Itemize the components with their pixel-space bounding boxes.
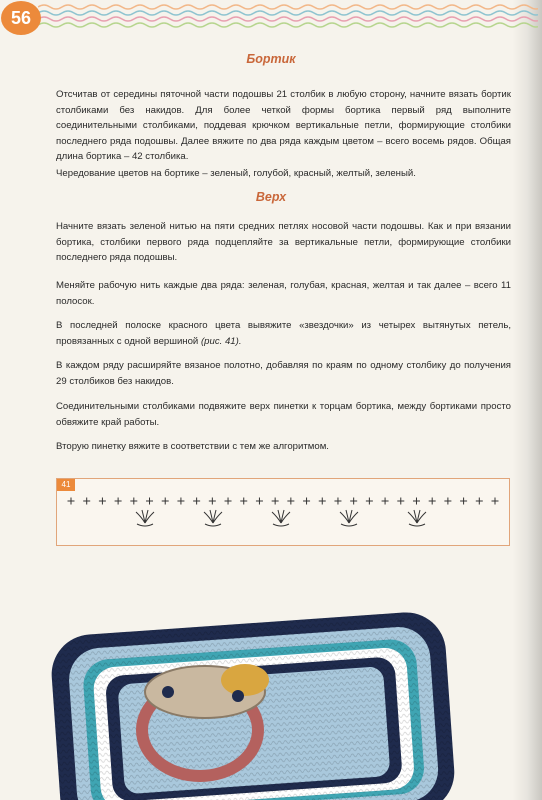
stitch-mark [382,498,389,505]
stitch-mark [492,498,499,505]
diagram-label: 41 [57,479,75,491]
stitch-mark [193,498,200,505]
crochet-pad-photo [0,600,542,800]
paragraph-verh-3 [56,318,511,349]
stitch-mark [209,498,216,505]
stitch-mark [240,498,247,505]
section-heading-bortik: Бортик [246,52,296,66]
stitch-mark [130,498,137,505]
stitch-mark [256,498,263,505]
stitch-mark [146,498,153,505]
paragraph-verh-3-text: В последней полоске красного цвета вывяжите «звездочки» из четырех вытянутых петель, провязанных с одной вершиной [56,320,511,347]
stitch-mark [303,498,310,505]
paragraph-bortik-1: Отсчитав от середины пяточной части подошвы 21 столбик в любую сторону, начните вязать бортик столбиками без накидов. Для более четкой формы бортика первый ряд выполните соединительными столбиками, поддевая крючком вертикальные петли, формирующие столбики последнего ряда подошвы. Далее вяжите по два ряда каждым цветом – всего восемь рядов. Общая длина бортика – 42 столбика. [56,89,511,162]
stitch-mark [83,498,90,505]
pacifier-hole-right [232,690,244,702]
stitch-mark [350,498,357,505]
crochet-chart [57,479,509,545]
pacifier-nipple [221,664,269,696]
stitch-mark [225,498,232,505]
paragraph-verh-2: Меняйте рабочую нить каждые два ряда: зеленая, голубая, красная, желтая и так далее – всего 11 полосок. [56,280,511,307]
pacifier-hole-left [162,686,174,698]
star-cluster-mark [340,510,358,526]
stitch-mark [460,498,467,505]
page-number: 56 [1,1,41,35]
crochet-diagram [56,478,510,546]
paragraph-bortik-2: Чередование цветов на бортике – зеленый, голубой, красный, желтый, зеленый. [56,168,416,179]
stitch-mark [476,498,483,505]
paragraph-verh-4: В каждом ряду расширяйте вязаное полотно, добавляя по краям по одному столбику до получения 29 столбиков без накидов. [56,360,511,387]
stitch-mark [287,498,294,505]
star-cluster-mark [272,510,290,526]
stitch-mark [68,498,75,505]
section-heading-verh: Верх [255,190,287,204]
star-cluster-mark [408,510,426,526]
stitch-mark [397,498,404,505]
stitch-mark [319,498,326,505]
stitch-mark [366,498,373,505]
stitch-mark [413,498,420,505]
star-cluster-mark [136,510,154,526]
stitch-mark [444,498,451,505]
paragraph-verh-6: Вторую пинетку вяжите в соответствии с тем же алгоритмом. [56,441,329,452]
star-cluster-mark [204,510,222,526]
wave-border-decoration [38,2,538,32]
figure-reference: (рис. 41). [200,335,242,347]
stitch-mark [162,498,169,505]
stitch-mark [272,498,279,505]
stitch-mark [115,498,122,505]
stitch-mark [334,498,341,505]
stitch-mark [429,498,436,505]
paragraph-verh-5: Соединительными столбиками подвяжите верх пинетки к торцам бортика, между бортиками просто обвяжите край работы. [56,401,511,428]
stitch-mark [99,498,106,505]
paragraph-verh-1: Начните вязать зеленой нитью на пяти средних петлях носовой части подошвы. Как и при вязании бортика, столбики первого ряда подцепляйте за вертикальные петли, формирующие столбики последнего ряда подошвы. [56,221,511,263]
stitch-mark [177,498,184,505]
